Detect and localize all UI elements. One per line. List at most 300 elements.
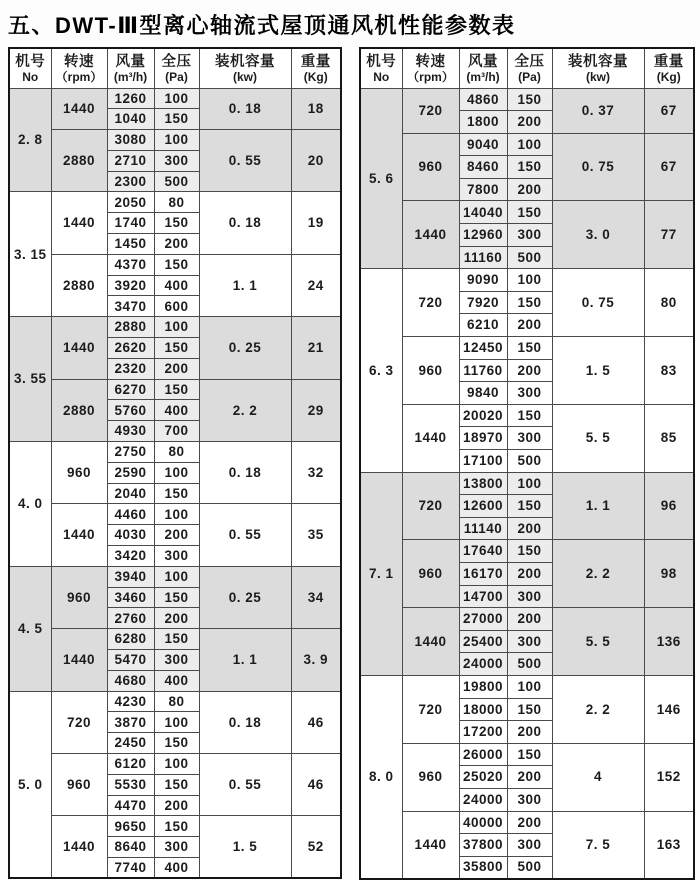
airflow-cell: 6280 [107,629,154,650]
weight-cell: 152 [644,743,694,811]
airflow-cell: 4230 [107,691,154,712]
pressure-cell: 100 [154,130,199,151]
table-row [9,379,341,400]
table-row [360,608,694,631]
model-no-cell: 5. 0 [9,691,51,878]
airflow-cell: 2880 [107,317,154,338]
pressure-cell: 300 [507,788,552,811]
pressure-cell: 150 [507,540,552,563]
pressure-cell: 400 [154,275,199,296]
airflow-cell: 1040 [107,109,154,130]
pressure-cell: 200 [507,178,552,201]
airflow-cell: 5530 [107,774,154,795]
left-table-body [9,88,341,878]
airflow-cell: 24000 [459,653,507,676]
power-cell: 1. 1 [199,629,291,691]
airflow-cell: 4930 [107,421,154,442]
model-no-cell: 3. 55 [9,317,51,442]
airflow-cell: 35800 [459,856,507,879]
weight-cell: 3. 9 [291,629,341,691]
pressure-cell: 150 [507,337,552,360]
pressure-cell: 300 [507,382,552,405]
airflow-cell: 17100 [459,450,507,473]
model-no-cell: 4. 0 [9,442,51,567]
column-header-rpm [402,48,459,88]
pressure-cell: 150 [507,743,552,766]
airflow-cell: 7800 [459,178,507,201]
weight-cell: 85 [644,404,694,472]
airflow-cell: 3080 [107,130,154,151]
weight-cell: 80 [644,269,694,337]
speed-cell: 720 [402,675,459,743]
column-header-pressure-label: 全压 [161,53,192,70]
weight-cell: 34 [291,566,341,628]
pressure-cell: 150 [507,201,552,224]
column-header-weight-unit: (Kg) [303,69,328,84]
speed-cell: 1440 [51,317,107,379]
table-row [9,442,341,463]
weight-cell: 21 [291,317,341,379]
pressure-cell: 150 [154,379,199,400]
weight-cell: 32 [291,442,341,504]
table-row [360,811,694,834]
column-header-weight [644,48,694,88]
pressure-cell: 500 [507,246,552,269]
airflow-cell: 9040 [459,133,507,156]
pressure-cell: 80 [154,442,199,463]
airflow-cell: 40000 [459,811,507,834]
pressure-cell: 150 [154,213,199,234]
speed-cell: 2880 [51,254,107,316]
pressure-cell: 100 [154,504,199,525]
table-row [9,566,341,587]
power-cell: 1. 1 [552,472,644,540]
speed-cell: 960 [51,754,107,816]
table-row [360,743,694,766]
table-row [9,754,341,775]
speed-cell: 720 [402,269,459,337]
airflow-cell: 3420 [107,546,154,567]
pressure-cell: 150 [154,629,199,650]
airflow-cell: 11140 [459,517,507,540]
airflow-cell: 12960 [459,224,507,247]
column-header-power-label: 装机容量 [215,53,275,70]
airflow-cell: 11160 [459,246,507,269]
power-cell: 4 [552,743,644,811]
left-table-header [9,48,341,88]
airflow-cell: 18000 [459,698,507,721]
airflow-cell: 3870 [107,712,154,733]
column-header-flow-label: 风量 [115,53,146,70]
power-cell: 3. 0 [552,201,644,269]
pressure-cell: 100 [154,462,199,483]
airflow-cell: 2750 [107,442,154,463]
airflow-cell: 1450 [107,234,154,255]
pressure-cell: 300 [154,650,199,671]
pressure-cell: 150 [507,291,552,314]
airflow-cell: 7740 [107,857,154,878]
right-table-body [360,88,694,879]
table-row [9,629,341,650]
column-header-rpm [51,48,107,88]
airflow-cell: 1800 [459,111,507,134]
power-cell: 0. 25 [199,317,291,379]
weight-cell: 46 [291,691,341,753]
pressure-cell: 150 [507,88,552,111]
airflow-cell: 9840 [459,382,507,405]
pressure-cell: 150 [154,483,199,504]
table-row [360,675,694,698]
airflow-cell: 16170 [459,562,507,585]
column-header-rpm-label: 转速 [64,53,94,70]
speed-cell: 1440 [402,811,459,879]
pressure-cell: 100 [154,317,199,338]
speed-cell: 1440 [51,504,107,566]
header-row [9,48,341,88]
pressure-cell: 150 [154,733,199,754]
speed-cell: 1440 [402,201,459,269]
column-header-pressure-unit: (Pa) [518,69,541,84]
pressure-cell: 700 [154,421,199,442]
pressure-cell: 200 [154,608,199,629]
pressure-cell: 400 [154,400,199,421]
column-header-no [360,48,402,88]
airflow-cell: 24000 [459,788,507,811]
airflow-cell: 4860 [459,88,507,111]
airflow-cell: 20020 [459,404,507,427]
pressure-cell: 300 [507,224,552,247]
power-cell: 0. 18 [199,691,291,753]
airflow-cell: 8640 [107,837,154,858]
pressure-cell: 100 [507,472,552,495]
column-header-flow-unit: (m³/h) [113,69,148,84]
airflow-cell: 4470 [107,795,154,816]
airflow-cell: 9090 [459,269,507,292]
airflow-cell: 27000 [459,608,507,631]
airflow-cell: 7920 [459,291,507,314]
pressure-cell: 200 [154,358,199,379]
pressure-cell: 300 [507,427,552,450]
weight-cell: 18 [291,88,341,130]
power-cell: 7. 5 [552,811,644,879]
pressure-cell: 500 [507,653,552,676]
pressure-cell: 200 [507,562,552,585]
weight-cell: 67 [644,88,694,133]
weight-cell: 19 [291,192,341,254]
airflow-cell: 8460 [459,156,507,179]
column-header-no [9,48,51,88]
airflow-cell: 2300 [107,171,154,192]
power-cell: 0. 25 [199,566,291,628]
weight-cell: 146 [644,675,694,743]
column-header-weight-unit: (Kg) [656,69,681,84]
power-cell: 0. 37 [552,88,644,133]
airflow-cell: 4680 [107,670,154,691]
pressure-cell: 150 [507,495,552,518]
airflow-cell: 11760 [459,359,507,382]
speed-cell: 960 [51,566,107,628]
column-header-power-unit: (kw) [233,69,257,84]
pressure-cell: 300 [507,630,552,653]
table-row [360,88,694,111]
pressure-cell: 200 [507,721,552,744]
table-row [9,88,341,109]
table-row [360,269,694,292]
pressure-cell: 200 [507,111,552,134]
weight-cell: 83 [644,337,694,405]
page-title: 五、DWT-Ⅲ型离心轴流式屋顶通风机性能参数表 [8,13,516,38]
column-header-rpm-label: 转速 [415,53,446,70]
pressure-cell: 150 [507,404,552,427]
pressure-cell: 150 [507,156,552,179]
power-cell: 0. 18 [199,88,291,130]
pressure-cell: 200 [507,517,552,540]
pressure-cell: 200 [507,766,552,789]
airflow-cell: 12600 [459,495,507,518]
airflow-cell: 9650 [107,816,154,837]
pressure-cell: 200 [507,811,552,834]
airflow-cell: 14040 [459,201,507,224]
pressure-cell: 300 [507,834,552,857]
speed-cell: 720 [51,691,107,753]
weight-cell: 77 [644,201,694,269]
airflow-cell: 2590 [107,462,154,483]
model-no-cell: 3. 15 [9,192,51,317]
speed-cell: 1440 [51,88,107,130]
airflow-cell: 2620 [107,338,154,359]
airflow-cell: 5760 [107,400,154,421]
pressure-cell: 150 [154,816,199,837]
pressure-cell: 500 [507,450,552,473]
power-cell: 2. 2 [199,379,291,441]
table-row [360,404,694,427]
right-table-header [360,48,694,88]
pressure-cell: 200 [154,795,199,816]
airflow-cell: 1740 [107,213,154,234]
pressure-cell: 100 [154,566,199,587]
airflow-cell: 25020 [459,766,507,789]
power-cell: 1. 5 [552,337,644,405]
power-cell: 0. 75 [552,269,644,337]
speed-cell: 720 [402,88,459,133]
column-header-power-unit: (kw) [586,69,610,84]
airflow-cell: 6210 [459,314,507,337]
right-performance-table [359,47,695,880]
pressure-cell: 200 [154,525,199,546]
weight-cell: 98 [644,540,694,608]
column-header-no-unit: No [373,69,390,84]
power-cell: 0. 55 [199,504,291,566]
pressure-cell: 200 [507,314,552,337]
table-row [9,691,341,712]
speed-cell: 960 [51,442,107,504]
speed-cell: 720 [402,472,459,540]
column-header-flow-label: 风量 [468,53,498,70]
pressure-cell: 100 [507,133,552,156]
airflow-cell: 17200 [459,721,507,744]
pressure-cell: 300 [507,585,552,608]
table-row [9,192,341,213]
pressure-cell: 100 [507,675,552,698]
weight-cell: 67 [644,133,694,201]
table-row [9,504,341,525]
pressure-cell: 300 [154,546,199,567]
weight-cell: 29 [291,379,341,441]
column-header-weight-label: 重量 [653,53,684,70]
column-header-no-label: 机号 [366,53,397,70]
airflow-cell: 4460 [107,504,154,525]
airflow-cell: 2040 [107,483,154,504]
airflow-cell: 37800 [459,834,507,857]
column-header-rpm-unit: （rpm） [55,69,103,84]
model-no-cell: 4. 5 [9,566,51,691]
airflow-cell: 4370 [107,254,154,275]
column-header-pressure [154,48,199,88]
pressure-cell: 400 [154,857,199,878]
pressure-cell: 600 [154,296,199,317]
airflow-cell: 12450 [459,337,507,360]
left-performance-table [8,47,342,879]
pressure-cell: 80 [154,691,199,712]
pressure-cell: 200 [154,234,199,255]
airflow-cell: 6120 [107,754,154,775]
column-header-weight [291,48,341,88]
power-cell: 2. 2 [552,675,644,743]
airflow-cell: 2710 [107,150,154,171]
table-row [360,201,694,224]
column-header-flow [107,48,154,88]
column-header-no-unit: No [22,69,39,84]
airflow-cell: 2320 [107,358,154,379]
column-header-flow [459,48,507,88]
pressure-cell: 100 [154,754,199,775]
power-cell: 0. 18 [199,442,291,504]
pressure-cell: 100 [154,712,199,733]
weight-cell: 96 [644,472,694,540]
pressure-cell: 300 [154,837,199,858]
power-cell: 0. 75 [552,133,644,201]
speed-cell: 960 [402,133,459,201]
column-header-pressure-unit: (Pa) [165,69,188,84]
weight-cell: 163 [644,811,694,879]
model-no-cell: 2. 8 [9,88,51,192]
table-row [360,133,694,156]
airflow-cell: 3470 [107,296,154,317]
power-cell: 0. 55 [199,754,291,816]
pressure-cell: 150 [507,698,552,721]
table-row [9,254,341,275]
column-header-power [199,48,291,88]
power-cell: 0. 18 [199,192,291,254]
column-header-power-label: 装机容量 [568,53,628,70]
speed-cell: 960 [402,337,459,405]
pressure-cell: 150 [154,587,199,608]
model-no-cell: 8. 0 [360,675,402,878]
airflow-cell: 4030 [107,525,154,546]
power-cell: 1. 5 [199,816,291,878]
pressure-cell: 400 [154,670,199,691]
speed-cell: 1440 [402,608,459,676]
speed-cell: 1440 [51,816,107,878]
pressure-cell: 150 [154,774,199,795]
table-row [9,130,341,151]
column-header-power [552,48,644,88]
speed-cell: 2880 [51,130,107,192]
model-no-cell: 7. 1 [360,472,402,675]
airflow-cell: 5470 [107,650,154,671]
weight-cell: 52 [291,816,341,878]
pressure-cell: 150 [154,109,199,130]
power-cell: 0. 55 [199,130,291,192]
power-cell: 1. 1 [199,254,291,316]
column-header-no-label: 机号 [15,53,46,70]
weight-cell: 20 [291,130,341,192]
airflow-cell: 3920 [107,275,154,296]
airflow-cell: 2450 [107,733,154,754]
column-header-flow-unit: (m³/h) [466,69,500,84]
airflow-cell: 18970 [459,427,507,450]
weight-cell: 136 [644,608,694,676]
airflow-cell: 17640 [459,540,507,563]
airflow-cell: 13800 [459,472,507,495]
airflow-cell: 26000 [459,743,507,766]
model-no-cell: 5. 6 [360,88,402,269]
airflow-cell: 6270 [107,379,154,400]
header-row [360,48,694,88]
pressure-cell: 100 [507,269,552,292]
speed-cell: 960 [402,743,459,811]
table-row [9,317,341,338]
power-cell: 2. 2 [552,540,644,608]
column-header-pressure [507,48,552,88]
pressure-cell: 80 [154,192,199,213]
weight-cell: 24 [291,254,341,316]
table-row [360,472,694,495]
speed-cell: 1440 [51,192,107,254]
column-header-pressure-label: 全压 [514,53,545,70]
speed-cell: 1440 [402,404,459,472]
pressure-cell: 200 [507,359,552,382]
weight-cell: 35 [291,504,341,566]
column-header-weight-label: 重量 [300,53,331,70]
speed-cell: 2880 [51,379,107,441]
tables-row [8,47,700,880]
pressure-cell: 500 [154,171,199,192]
airflow-cell: 25400 [459,630,507,653]
airflow-cell: 3460 [107,587,154,608]
pressure-cell: 300 [154,150,199,171]
pressure-cell: 150 [154,254,199,275]
airflow-cell: 2760 [107,608,154,629]
airflow-cell: 14700 [459,585,507,608]
airflow-cell: 19800 [459,675,507,698]
table-row [9,816,341,837]
airflow-cell: 2050 [107,192,154,213]
table-row [360,337,694,360]
model-no-cell: 6. 3 [360,269,402,472]
table-row [360,540,694,563]
power-cell: 5. 5 [552,404,644,472]
pressure-cell: 150 [154,338,199,359]
weight-cell: 46 [291,754,341,816]
pressure-cell: 500 [507,856,552,879]
column-header-rpm-unit: （rpm） [407,69,454,84]
airflow-cell: 3940 [107,566,154,587]
pressure-cell: 100 [154,88,199,109]
airflow-cell: 1260 [107,88,154,109]
pressure-cell: 200 [507,608,552,631]
speed-cell: 960 [402,540,459,608]
